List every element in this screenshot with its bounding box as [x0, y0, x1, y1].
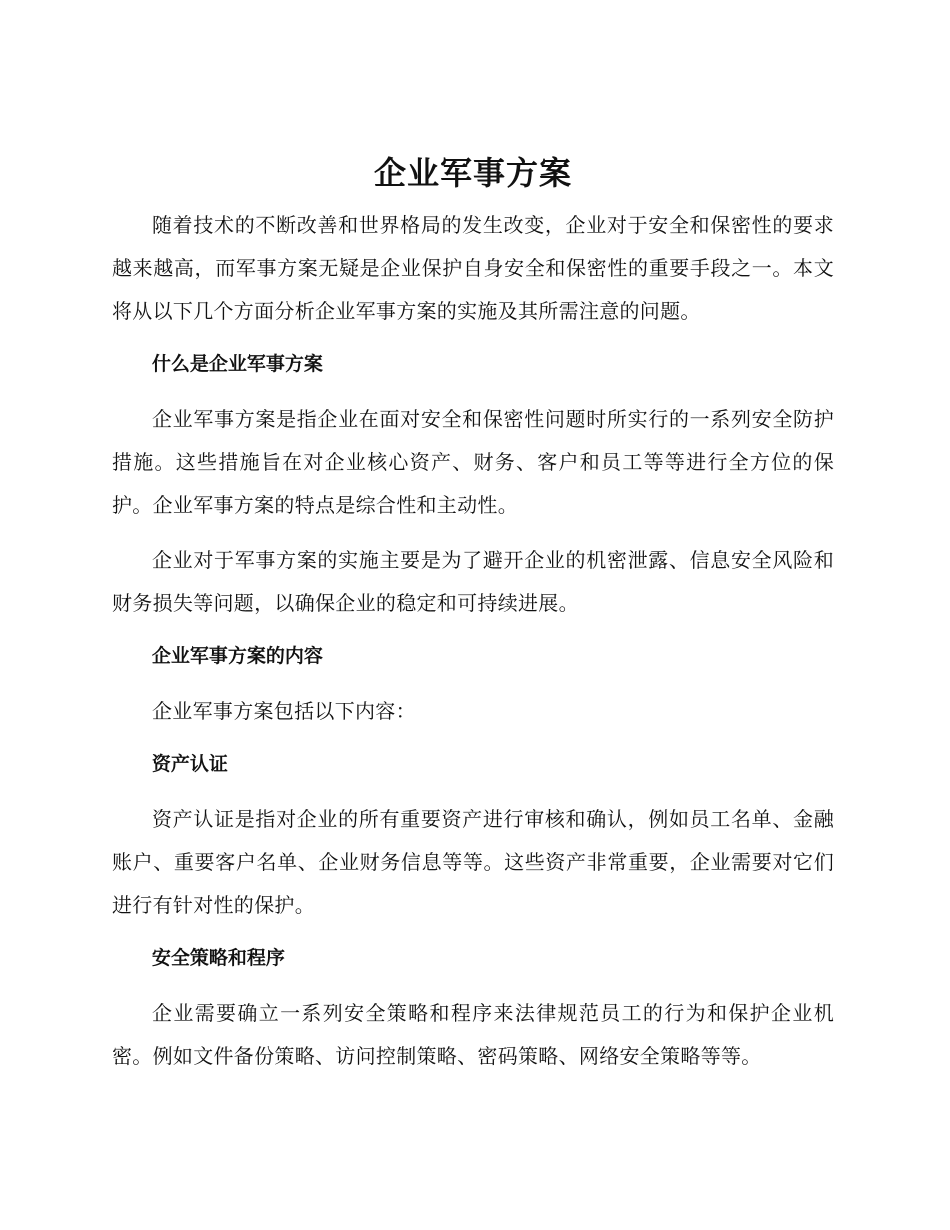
- section-what-is-paragraph-1: 企业军事方案是指企业在面对安全和保密性问题时所实行的一系列安全防护措施。这些措施旨在对企业核心资产、财务、客户和员工等等进行全方位的保护。企业军事方案的特点是综合性和主动性。: [112, 407, 834, 517]
- intro-paragraph: 随着技术的不断改善和世界格局的发生改变，企业对于安全和保密性的要求越来越高，而军事方案无疑是企业保护自身安全和保密性的重要手段之一。本文将从以下几个方面分析企业军事方案的实施及其所需注意的问题。: [112, 213, 834, 323]
- section-what-is-paragraph-2: 企业对于军事方案的实施主要是为了避开企业的机密泄露、信息安全风险和财务损失等问题，以确保企业的稳定和可持续进展。: [112, 548, 834, 615]
- section-heading-asset-certification: 资产认证: [151, 753, 228, 775]
- section-heading-security-policy: 安全策略和程序: [151, 947, 285, 969]
- section-asset-certification-paragraph-1: 资产认证是指对企业的所有重要资产进行审核和确认，例如员工名单、金融账户、重要客户名单、企业财务信息等等。这些资产非常重要，企业需要对它们进行有针对性的保护。: [112, 807, 834, 917]
- document-title: 企业军事方案: [373, 154, 572, 192]
- section-heading-content: 企业军事方案的内容: [151, 645, 323, 667]
- section-security-policy-paragraph-1: 企业需要确立一系列安全策略和程序来法律规范员工的行为和保护企业机密。例如文件备份策略、访问控制策略、密码策略、网络安全策略等等。: [112, 1001, 834, 1068]
- document-page: [112, 148, 834, 1078]
- section-content-paragraph-1: 企业军事方案包括以下内容：: [152, 699, 416, 723]
- section-heading-what-is: 什么是企业军事方案: [151, 353, 323, 375]
